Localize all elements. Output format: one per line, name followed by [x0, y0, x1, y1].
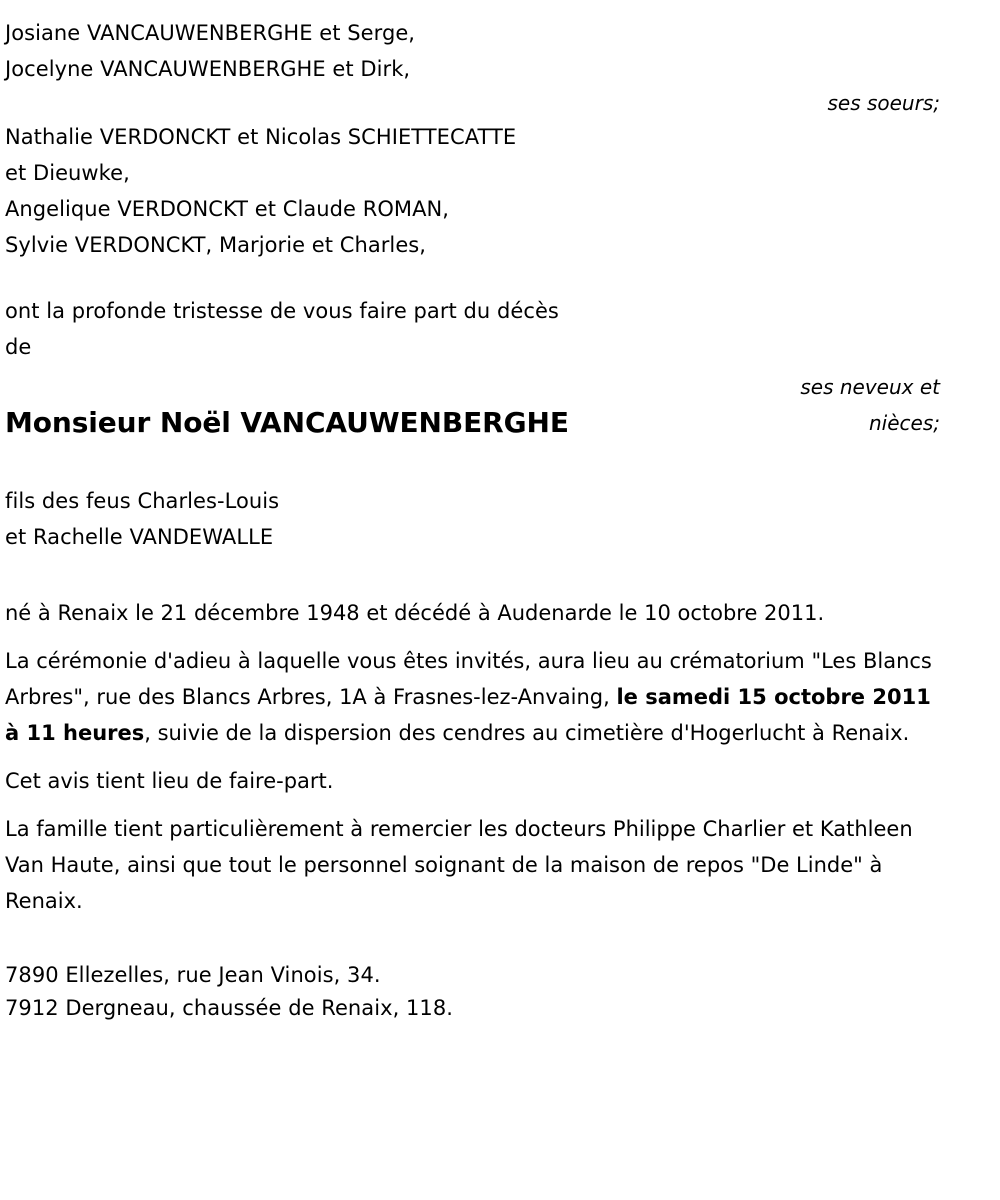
addresses-block	[5, 959, 948, 1025]
ceremony-datetime: le samedi 15 octobre 2011 à 11 heures	[5, 685, 931, 745]
relation-label-sisters: ses soeurs;	[827, 91, 940, 115]
sisters-block	[5, 15, 948, 115]
address-line: 7912 Dergneau, chaussée de Renaix, 118.	[5, 996, 453, 1020]
parents-block	[5, 483, 948, 555]
parent-line: fils des feus Charles-Louis	[5, 489, 280, 513]
life-dates-paragraph: né à Renaix le 21 décembre 1948 et décédé à Audenarde le 10 octobre 2011.	[5, 601, 825, 625]
address-line: 7890 Ellezelles, rue Jean Vinois, 34.	[5, 963, 381, 987]
parent-line: et Rachelle VANDEWALLE	[5, 525, 274, 549]
sister-line: Josiane VANCAUWENBERGHE et Serge,	[5, 21, 416, 45]
thanks-paragraph: La famille tient particulièrement à remercier les docteurs Philippe Charlier et Kathleen Van Haute, ainsi que tout le personnel soignant de la maison de repos "De Linde" à Renaix.	[5, 817, 913, 913]
ceremony-paragraph	[5, 643, 945, 751]
ceremony-text-after: , suivie de la dispersion des cendres au cimetière d'Hogerlucht à Renaix.	[144, 721, 910, 745]
relation-label-nephews-nieces: ses neveux et nièces;	[800, 375, 940, 435]
deceased-name: Monsieur Noël VANCAUWENBERGHE	[5, 406, 569, 439]
announcement-block	[5, 293, 948, 365]
announcement-line: de	[5, 335, 32, 359]
ceremony-text-before: La cérémonie d'adieu à laquelle vous êtes invités, aura lieu au crématorium "Les Blancs Arbres", rue des Blancs Arbres, 1A à Frasnes-lez-Anvaing,	[5, 649, 932, 709]
sister-line: Jocelyne VANCAUWENBERGHE et Dirk,	[5, 57, 411, 81]
nephew-line: Nathalie VERDONCKT et Nicolas SCHIETTECATTE	[5, 125, 517, 149]
nephew-line: Angelique VERDONCKT et Claude ROMAN,	[5, 197, 449, 221]
announcement-line: ont la profonde tristesse de vous faire part du décès	[5, 299, 559, 323]
faire-part-paragraph: Cet avis tient lieu de faire-part.	[5, 769, 334, 793]
nephew-line: Sylvie VERDONCKT, Marjorie et Charles,	[5, 233, 427, 257]
nephew-line: et Dieuwke,	[5, 161, 130, 185]
